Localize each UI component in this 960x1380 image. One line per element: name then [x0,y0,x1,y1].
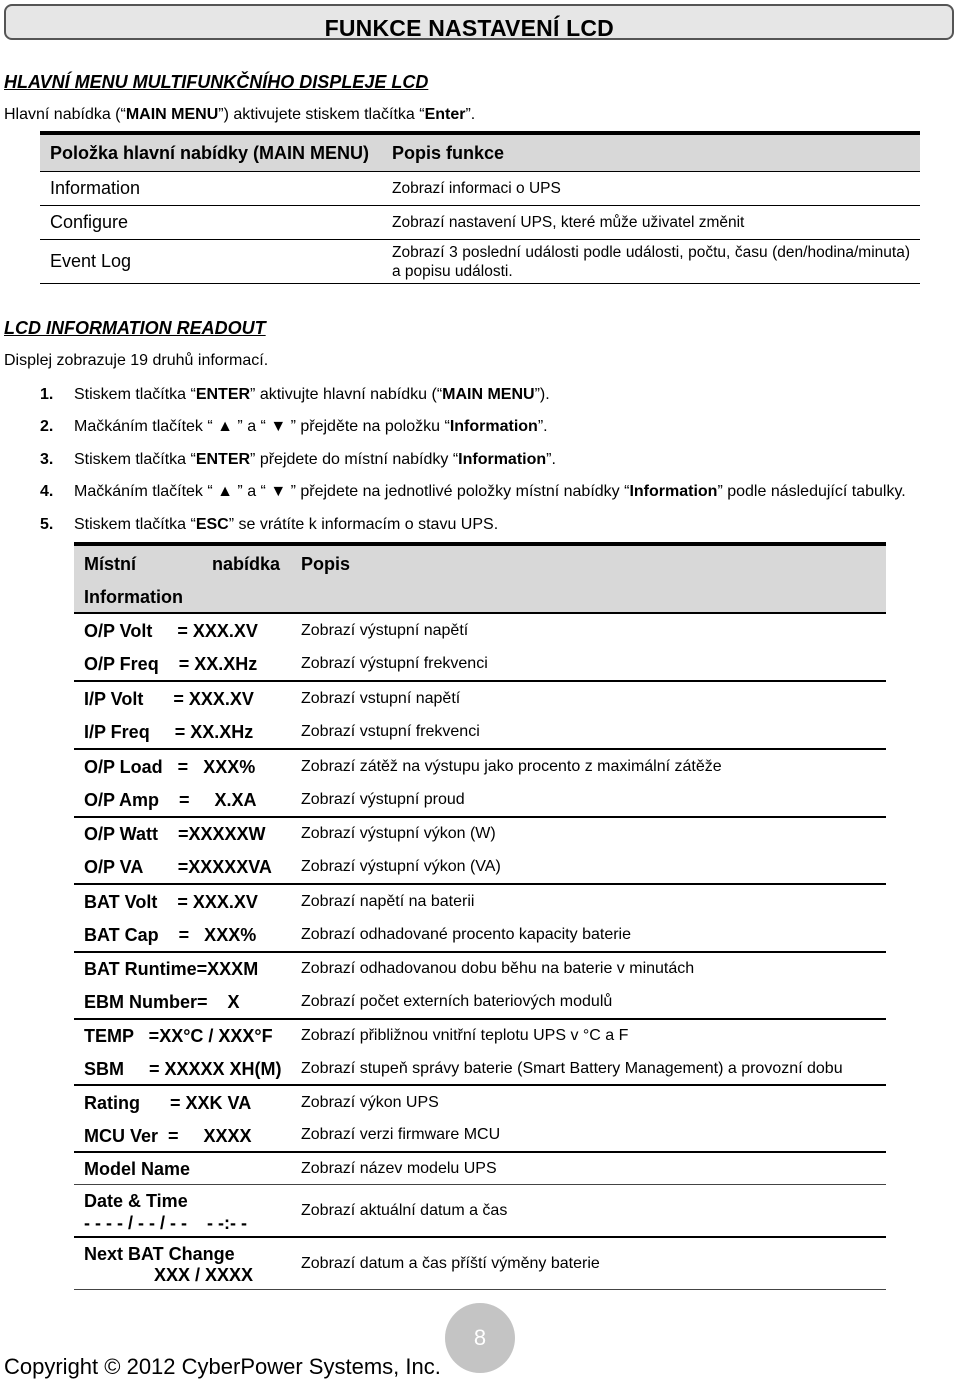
main-menu-heading: HLAVNÍ MENU MULTIFUNKČNÍHO DISPLEJE LCD [4,72,429,92]
info-item: SBM = XXXXX XH(M) [84,1059,282,1079]
info-desc: Zobrazí zátěž na výstupu jako procento z maximální zátěže [301,758,722,775]
info-header-col1-word3: Information [84,587,183,607]
info-item: Date & Time [84,1191,188,1211]
main-menu-intro: Hlavní nabídka (“MAIN MENU”) aktivujete stiskem tlačítka “Enter”. [4,106,476,123]
info-desc: Zobrazí napětí na baterii [301,893,475,910]
info-header-col1-word2: nabídka [212,554,281,574]
info-table-divider [74,680,886,682]
main-menu-col2-header: Popis funkce [382,135,920,172]
main-menu-item: Event Log [40,240,382,284]
info-table-divider [74,1151,886,1153]
info-header-col2: Popis [301,554,351,574]
info-desc: Zobrazí datum a čas příští výměny baterie [301,1255,600,1272]
info-item: I/P Volt = XXX.XV [84,689,254,709]
info-item: BAT Runtime=XXXM [84,959,259,979]
main-menu-desc: Zobrazí nastavení UPS, které může uživatel změnit [382,206,920,240]
lcd-readout-intro: Displej zobrazuje 19 druhů informací. [4,352,269,369]
lcd-readout-heading: LCD INFORMATION READOUT [4,318,266,338]
info-desc: Zobrazí počet externích bateriových modulů [301,993,613,1010]
info-table-divider [74,1184,886,1185]
info-desc: Zobrazí přibližnou vnitřní teplotu UPS v °C a F [301,1027,629,1044]
info-item: BAT Volt = XXX.XV [84,892,258,912]
info-desc: Zobrazí verzi firmware MCU [301,1126,501,1143]
info-item: Next BAT Change [84,1244,235,1264]
info-desc: Zobrazí vstupní napětí [301,690,461,707]
step-3: 3. Stiskem tlačítka “ENTER” přejdete do místní nabídky “Information”. [40,451,556,468]
info-item: I/P Freq = XX.XHz [84,722,254,742]
info-table-divider [74,883,886,885]
info-table-header [74,546,886,612]
main-menu-item: Configure [40,206,382,240]
info-item: EBM Number= X [84,992,240,1012]
info-item: O/P Volt = XXX.XV [84,621,258,641]
info-item: O/P Load = XXX% [84,757,256,777]
table-row [40,206,920,240]
info-item: O/P Watt =XXXXXW [84,824,266,844]
info-item: O/P Freq = XX.XHz [84,654,258,674]
info-item: MCU Ver = XXXX [84,1126,252,1146]
info-item: O/P VA =XXXXXVA [84,857,272,877]
info-desc: Zobrazí výstupní frekvenci [301,655,488,672]
info-item: Model Name [84,1159,191,1179]
info-desc: Zobrazí výstupní napětí [301,622,469,639]
info-item: BAT Cap = XXX% [84,925,257,945]
step-2: 2. Mačkáním tlačítek “ ▲ ” a “ ▼ ” přejděte na položku “Information”. [40,418,548,435]
info-header-col1-word1: Místní [84,554,136,574]
step-1: 1. Stiskem tlačítka “ENTER” aktivujte hlavní nabídku (“MAIN MENU”). [40,386,550,403]
step-5: 5. Stiskem tlačítka “ESC” se vrátíte k informacím o stavu UPS. [40,516,499,533]
info-desc: Zobrazí aktuální datum a čas [301,1202,508,1219]
info-item: TEMP =XX°C / XXX°F [84,1026,273,1046]
info-desc: Zobrazí stupeň správy baterie (Smart Battery Management) a provozní dobu [301,1060,843,1077]
info-table-divider [74,612,886,614]
info-table-divider [74,1236,886,1238]
info-item: Rating = XXK VA [84,1093,252,1113]
info-desc: Zobrazí vstupní frekvenci [301,723,480,740]
page-header-title: FUNKCE NASTAVENÍ LCD [324,15,614,41]
info-desc: Zobrazí výstupní proud [301,791,465,808]
page-number-badge [445,1303,515,1373]
page-number: 8 [473,1325,487,1350]
info-table-divider [74,748,886,750]
copyright-text: Copyright © 2012 CyberPower Systems, Inc. [4,1354,441,1379]
main-menu-desc: Zobrazí 3 poslední události podle události, počtu, času (den/hodina/minuta) a popisu události. [382,240,920,284]
main-menu-item: Information [40,172,382,206]
info-item-detail: - - - - / - - / - - - -:- - [84,1213,247,1233]
info-desc: Zobrazí odhadovanou dobu běhu na baterie v minutách [301,960,695,977]
info-desc: Zobrazí název modelu UPS [301,1160,497,1177]
page-header-box [4,4,954,40]
main-menu-col1-header: Položka hlavní nabídky (MAIN MENU) [40,135,382,172]
info-table-divider [74,951,886,953]
info-item: O/P Amp = X.XA [84,790,257,810]
info-table-divider [74,1084,886,1086]
info-table-divider [74,816,886,818]
step-4: 4. Mačkáním tlačítek “ ▲ ” a “ ▼ ” přejdete na jednotlivé položky místní nabídky “Information” podle následující tabulky. [40,483,906,500]
info-desc: Zobrazí výstupní výkon (VA) [301,858,501,875]
info-desc: Zobrazí výkon UPS [301,1094,439,1111]
table-row [40,172,920,206]
info-desc: Zobrazí výstupní výkon (W) [301,825,496,842]
main-menu-desc: Zobrazí informaci o UPS [382,172,920,206]
info-desc: Zobrazí odhadované procento kapacity baterie [301,926,631,943]
main-menu-table [40,135,920,284]
info-table-divider [74,1018,886,1020]
info-item-detail: XXX / XXXX [84,1265,254,1285]
info-table-divider [74,1289,886,1290]
table-row [40,240,920,284]
